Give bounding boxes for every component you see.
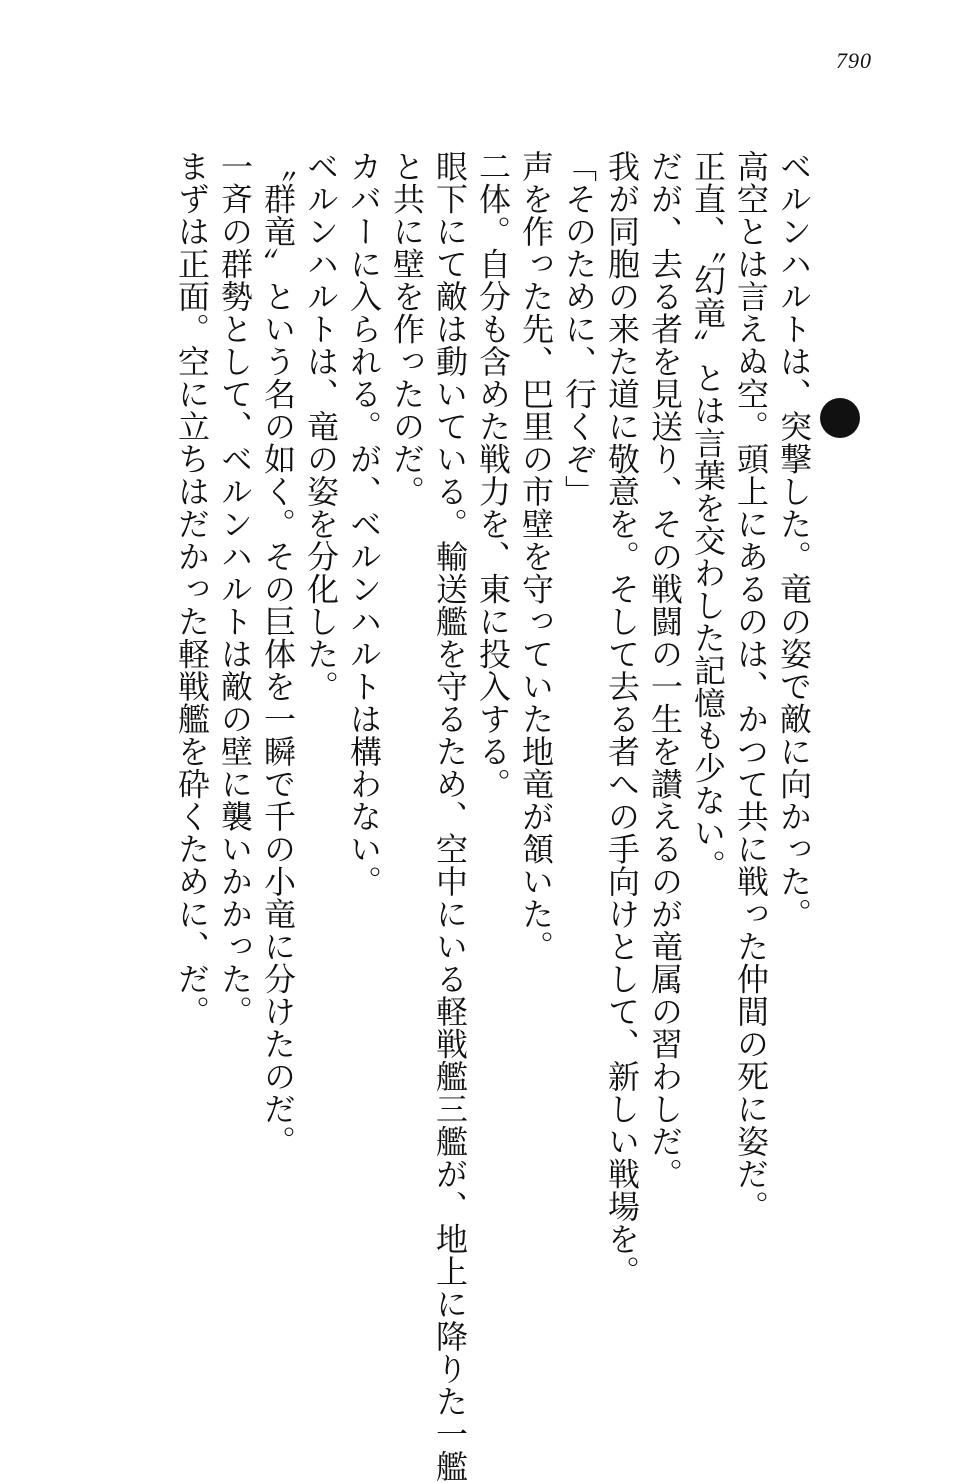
text-line: 「そのために、行くぞ」 [560, 150, 598, 508]
text-line: 我が同胞の来た道に敬意を。そして去る者への手向けとして、新しい戦場を。 [603, 150, 641, 1288]
text-line: 〝群竜〟という名の如く。その巨体を一瞬で千の小竜に分けたのだ。 [259, 150, 297, 1158]
text-line: 一斉の群勢として、ベルンハルトは敵の壁に襲いかかった。 [216, 150, 254, 1028]
text-line: 眼下にて敵は動いている。輸送艦を守るため、空中にいる軽戦艦三艦が、地上に降りた一艦 [431, 150, 469, 1483]
text-line: まずは正面。空に立ちはだかった軽戦艦を砕くために、だ。 [173, 150, 211, 1028]
text-line: 二体。自分も含めた戦力を、東に投入する。 [474, 150, 512, 800]
text-line: 正直、〝幻竜〟とは言葉を交わした記憶も少ない。 [689, 150, 727, 882]
page-number: 790 [836, 48, 872, 73]
text-line: ベルンハルトは、突撃した。竜の姿で敵に向かった。 [775, 150, 813, 930]
text-line: カバーに入られる。が、ベルンハルトは構わない。 [345, 150, 383, 898]
text-line: 高空とは言えぬ空。頭上にあるのは、かつて共に戦った仲間の死に姿だ。 [732, 150, 770, 1223]
section-marker-dot [820, 398, 860, 438]
text-line: ベルンハルトは、竜の姿を分化した。 [302, 150, 340, 703]
body-text [170, 150, 815, 1483]
text-line: 声を作った先、巴里の市壁を守っていた地竜が頷いた。 [517, 150, 555, 963]
text-line: だが、去る者を見送り、その戦闘の一生を讃えるのが竜属の習わしだ。 [646, 150, 684, 1190]
text-line: と共に壁を作ったのだ。 [388, 150, 426, 508]
